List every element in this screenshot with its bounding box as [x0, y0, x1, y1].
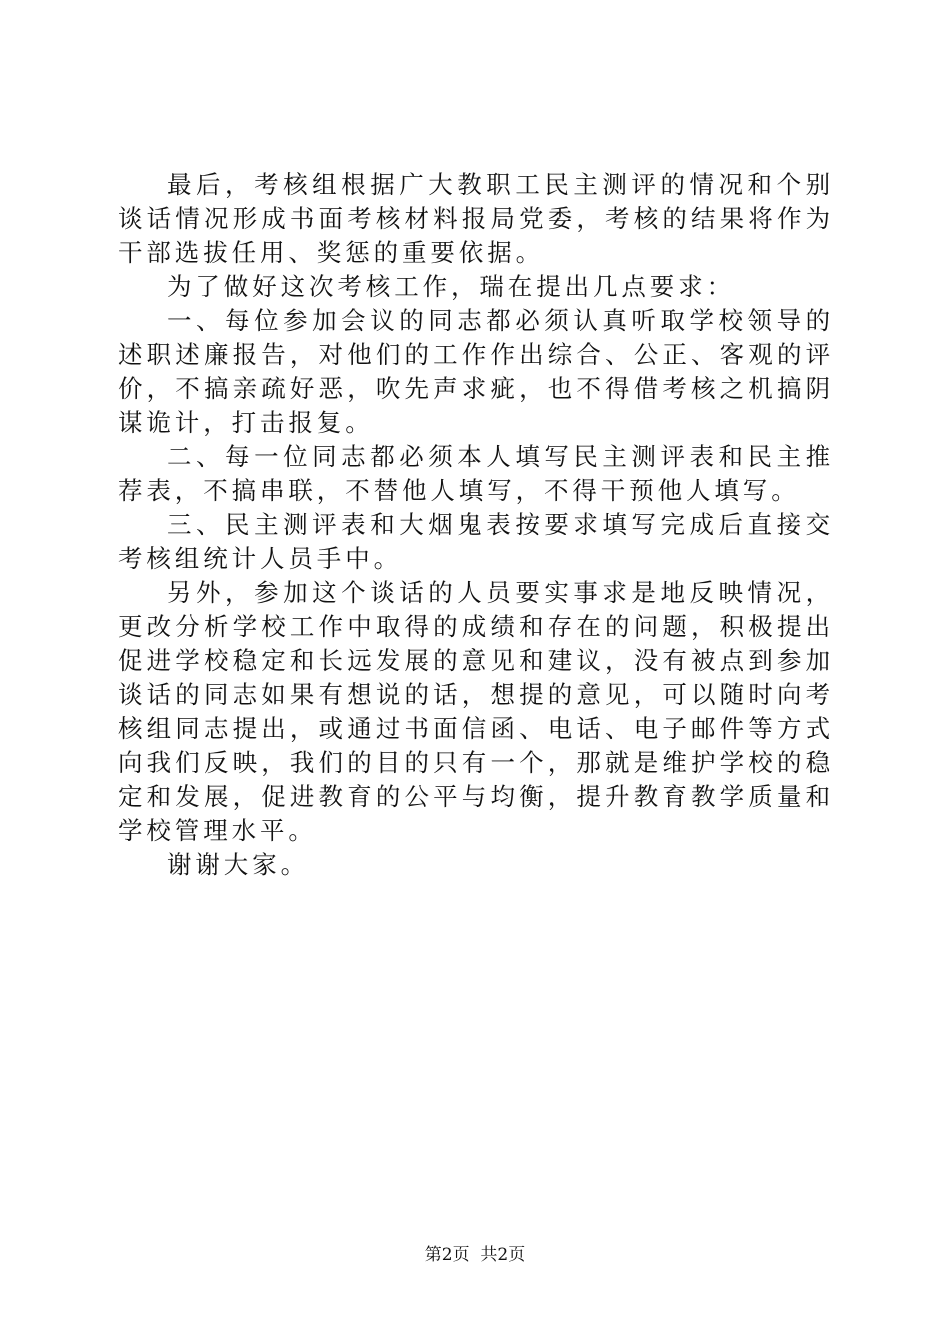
paragraph-requirements-intro: 为了做好这次考核工作，瑞在提出几点要求：: [167, 272, 735, 301]
page-footer: [0, 1243, 950, 1267]
page-number: 第2页 共2页: [424, 1245, 526, 1265]
paragraph-requirement-1: 一、每位参加会议的同志都必须认真听取学校领导的述职述廉报告，对他们的工作作出综合、公正、客观的评价，不搞亲疏好恶，吹先声求疵，也不得借考核之机搞阴谋诡计，打击报复。: [118, 306, 834, 437]
paragraph-conclusion: 最后，考核组根据广大教职工民主测评的情况和个别谈话情况形成书面考核材料报局党委，考核的结果将作为干部选拔任用、奖惩的重要依据。: [118, 170, 834, 267]
paragraph-requirement-3: 三、民主测评表和大烟鬼表按要求填写完成后直接交考核组统计人员手中。: [118, 510, 834, 573]
document-body: [118, 168, 834, 882]
paragraph-thanks: 谢谢大家。: [167, 850, 309, 879]
paragraph-requirement-2: 二、每一位同志都必须本人填写民主测评表和民主推荐表，不搞串联，不替他人填写，不得干预他人填写。: [118, 442, 834, 505]
paragraph-additional: 另外，参加这个谈话的人员要实事求是地反映情况，更改分析学校工作中取得的成绩和存在的问题，积极提出促进学校稳定和长远发展的意见和建议，没有被点到参加谈话的同志如果有想说的话，想提的意见，可以随时向考核组同志提出，或通过书面信函、电话、电子邮件等方式向我们反映，我们的目的只有一个，那就是维护学校的稳定和发展，促进教育的公平与均衡，提升教育教学质量和学校管理水平。: [118, 578, 834, 845]
